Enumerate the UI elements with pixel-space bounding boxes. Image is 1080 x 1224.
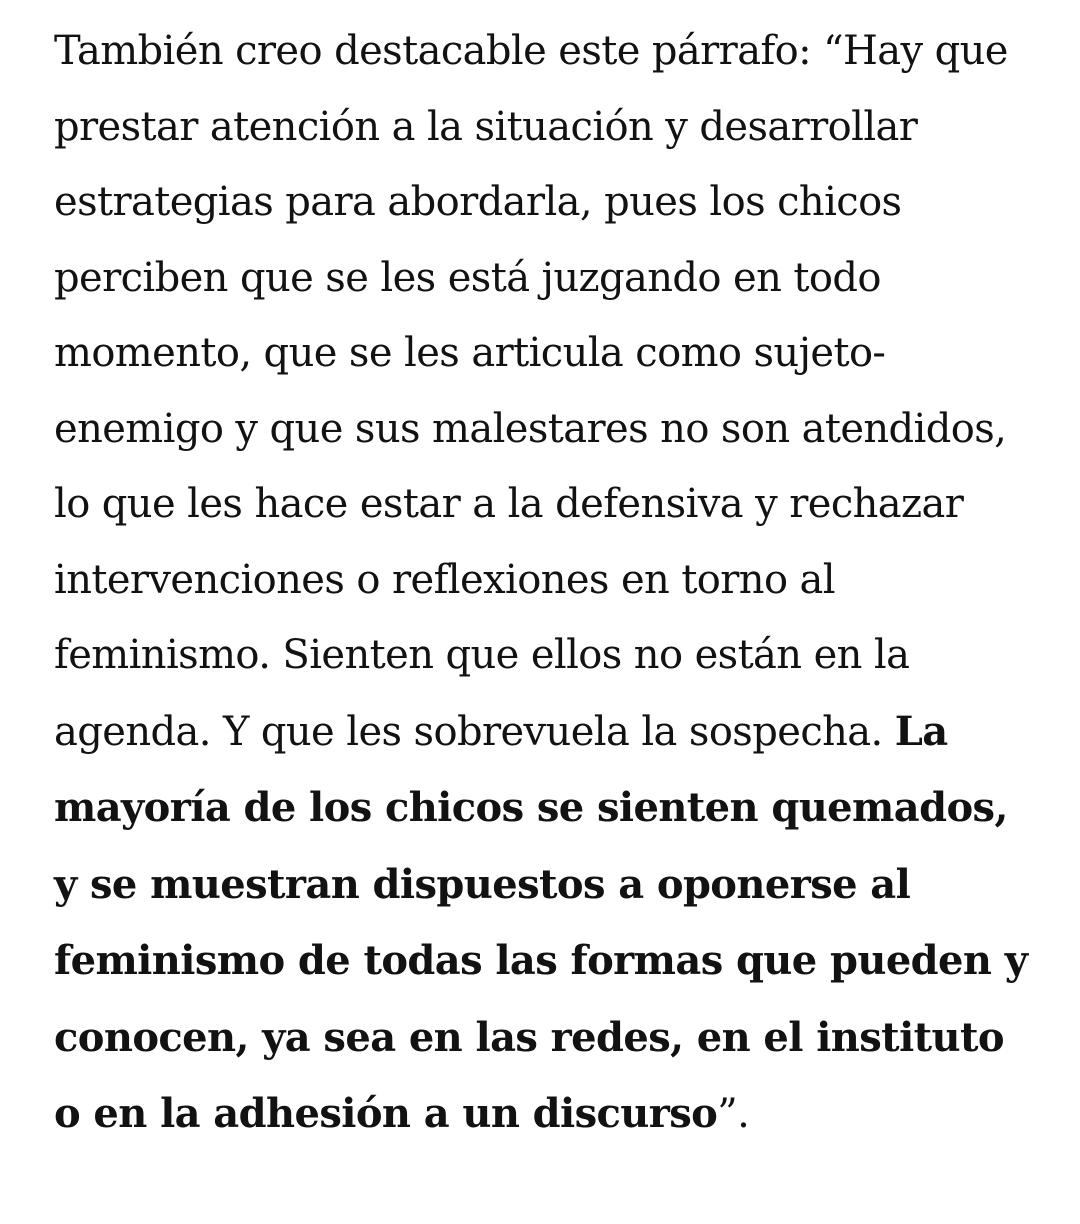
paragraph-regular-text: También creo destacable este párrafo: “Hay que prestar atención a la situación y desarrollar estrategias para abordarla, pues los chicos perciben que se les está juzgando en todo momento, que se les articula como sujeto-enemigo y que sus malestares no son atendidos, lo que les hace estar a la defensiva y rechazar intervenciones o reflexiones en torno al feminismo. Sienten que ellos no están en la agenda. Y que les sobrevuela la sospecha. — [54, 28, 1008, 755]
paragraph-closing-quote: ”. — [717, 1091, 750, 1137]
quote-paragraph — [54, 14, 1029, 1153]
paragraph-bold-text: La mayoría de los chicos se sienten quemados, y se muestran dispuestos a oponerse al feminismo de todas las formas que pueden y conocen, ya sea en las redes, en el instituto o en la adhesión a un discurso — [54, 707, 1028, 1137]
article-body — [54, 14, 1029, 1153]
